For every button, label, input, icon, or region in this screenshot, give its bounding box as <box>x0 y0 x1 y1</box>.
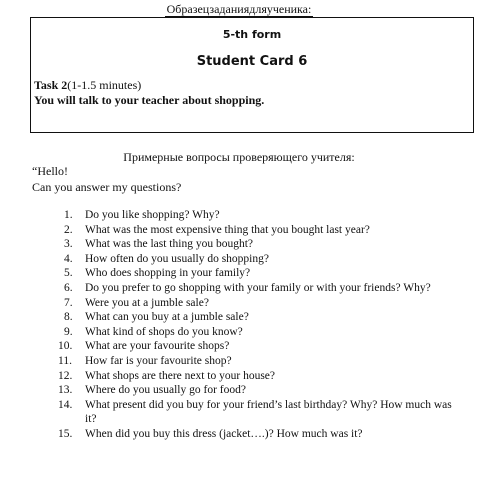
questions-heading: Примерные вопросы проверяющего учителя: <box>123 150 355 164</box>
task-line <box>34 78 141 93</box>
question-text: Were you at a jumble sale? <box>85 296 209 309</box>
task-description: You will talk to your teacher about shopping. <box>34 93 265 107</box>
list-item: 5. Who does shopping in your family? <box>64 267 251 280</box>
question-text: What was the most expensive thing that you bought last year? <box>85 223 370 236</box>
question-text: What present did you buy for your friend’s last birthday? Why? How much was it? <box>85 398 452 426</box>
question-text: Do you like shopping? Why? <box>85 209 220 221</box>
list-item: 6. Do you prefer to go shopping with your family or with your friends? Why? <box>64 281 431 294</box>
greeting: “Hello! <box>32 164 68 178</box>
list-item: 1. Do you like shopping? Why? <box>64 209 220 221</box>
list-item: 7. Were you at a jumble sale? <box>64 296 209 309</box>
card-title: Student Card 6 <box>196 54 308 69</box>
list-item: 13. Where do you usually go for food? <box>58 384 246 397</box>
list-item: 11. How far is your favourite shop? <box>58 354 232 367</box>
question-text: What shops are there next to your house? <box>85 369 276 382</box>
question-text: What kind of shops do you know? <box>85 325 243 338</box>
question-text: Do you prefer to go shopping with your family or with your friends? Why? <box>85 281 431 294</box>
list-item: 3. What was the last thing you bought? <box>64 238 253 251</box>
list-item: 14. What present did you buy for your friend’s last birthday? Why? How much was it? <box>58 398 452 426</box>
question-text: When did you buy this dress (jacket….)? How much was it? <box>85 427 363 440</box>
ask-line: Can you answer my questions? <box>32 180 182 194</box>
task-label: Task 2 <box>34 78 68 92</box>
question-text: Who does shopping in your family? <box>85 267 251 280</box>
question-text: Where do you usually go for food? <box>85 384 246 397</box>
sample-task-title-text: Образецзаданиядляученика: <box>166 2 312 16</box>
list-item: 2. What was the most expensive thing that you bought last year? <box>64 223 370 236</box>
task-time: (1-1.5 minutes) <box>67 78 142 92</box>
student-card-box <box>30 17 474 133</box>
question-text: What are your favourite shops? <box>85 340 230 353</box>
question-text: How far is your favourite shop? <box>85 354 232 367</box>
question-text: How often do you usually do shopping? <box>85 252 269 265</box>
list-item: 10. What are your favourite shops? <box>58 340 230 353</box>
sample-task-title <box>0 2 478 17</box>
list-item: 9. What kind of shops do you know? <box>64 325 243 338</box>
form-label: 5-th form <box>222 28 282 41</box>
question-text: What was the last thing you bought? <box>85 238 253 251</box>
list-item: 15. When did you buy this dress (jacket….)? How much was it? <box>58 427 363 440</box>
list-item: 8. What can you buy at a jumble sale? <box>64 311 249 324</box>
questions-list <box>58 208 464 442</box>
question-text: What can you buy at a jumble sale? <box>85 311 249 324</box>
list-item: 4. How often do you usually do shopping? <box>64 252 269 265</box>
list-item: 12. What shops are there next to your house? <box>58 369 276 382</box>
